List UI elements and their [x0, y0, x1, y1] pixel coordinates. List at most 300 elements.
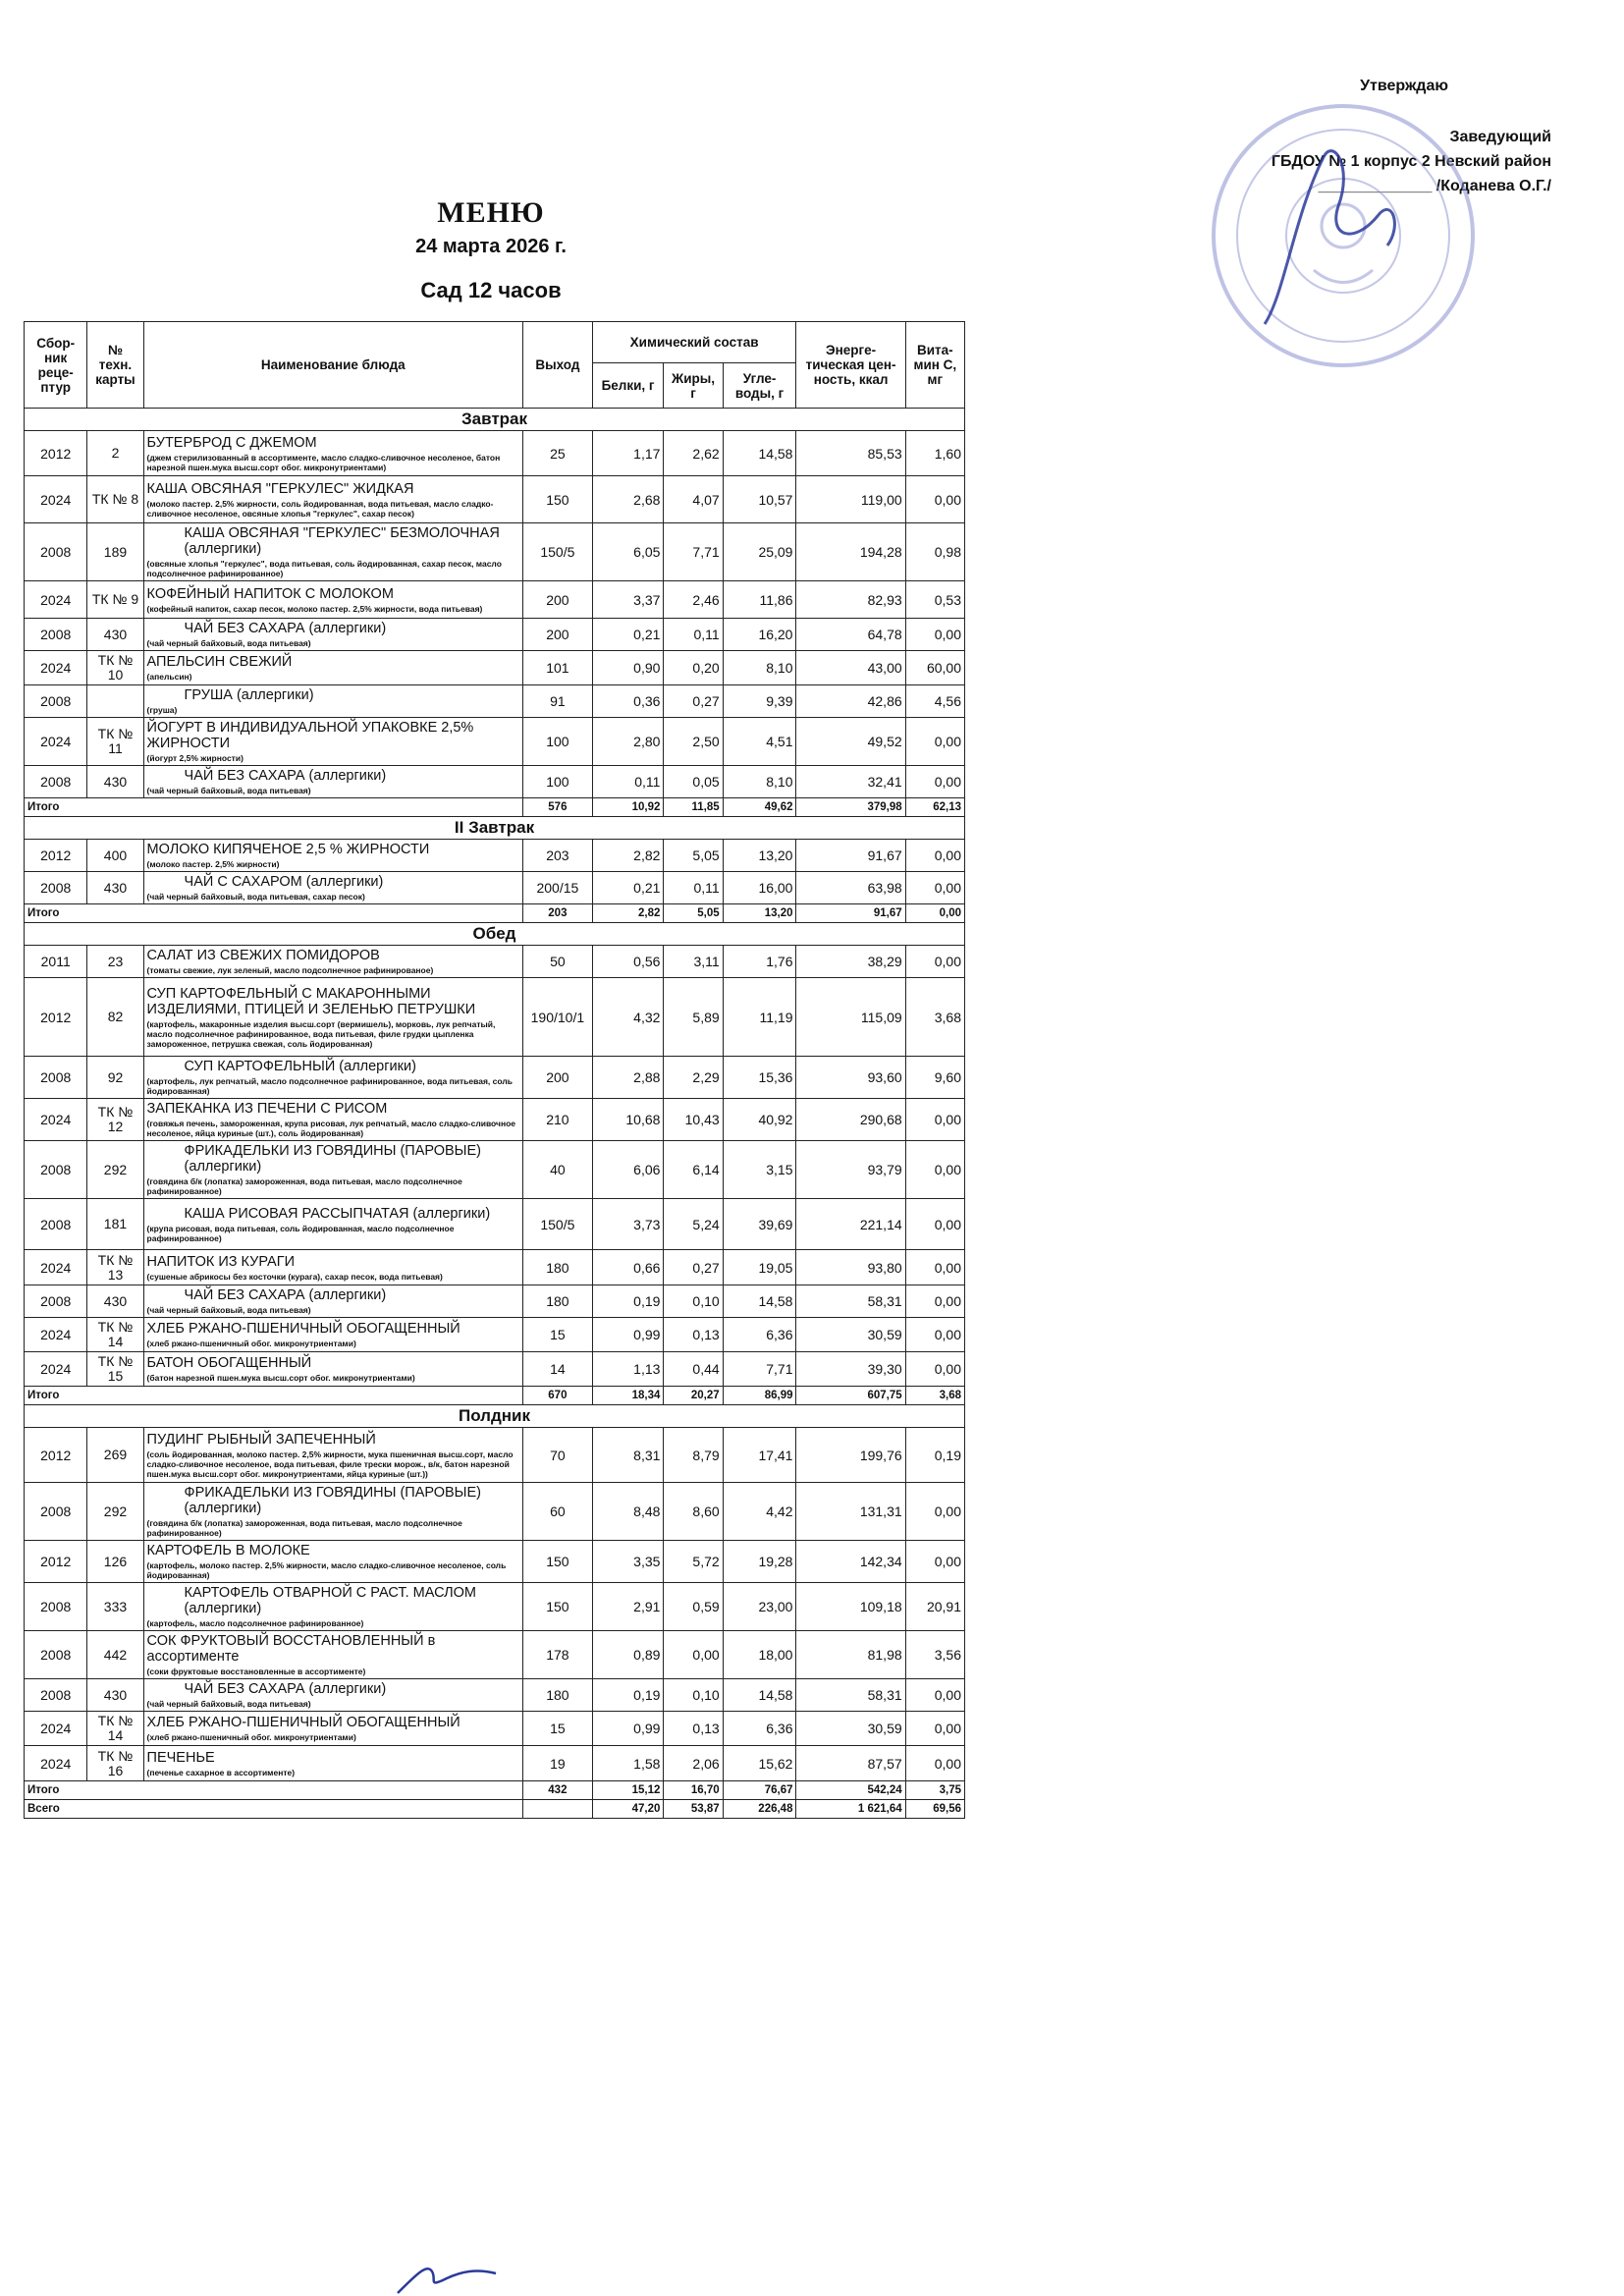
vitamin-c-cell: 0,00 [905, 840, 964, 872]
dish-ingredients: (джем стерилизованный в ассортименте, масло сладко-сливочное несоленое, батон нарезной пшен.мука высш.сорт обог. микронутриентами) [146, 452, 501, 472]
carbs-cell: 15,62 [723, 1746, 796, 1781]
dish-name: КАША РИСОВАЯ РАССЫПЧАТАЯ (аллергики) [184, 1205, 491, 1222]
dish-cell [143, 1141, 523, 1199]
fat-cell: 2,06 [664, 1746, 723, 1781]
carbs-cell: 17,41 [723, 1428, 796, 1483]
total-row [25, 904, 965, 923]
protein-cell: 0,66 [592, 1250, 664, 1285]
output-cell: 50 [523, 946, 593, 978]
carbs-cell: 19,05 [723, 1250, 796, 1285]
energy-cell: 39,30 [796, 1352, 905, 1387]
fat-cell: 2,46 [664, 581, 723, 619]
recipe-collection-cell: 2024 [25, 718, 87, 766]
dish-ingredients: (печенье сахарное в ассортименте) [146, 1767, 296, 1777]
dish-name: ФРИКАДЕЛЬКИ ИЗ ГОВЯДИНЫ (ПАРОВЫЕ) (аллергики) [184, 1485, 482, 1516]
vitamin-c-cell: 0,00 [905, 1352, 964, 1387]
dish-name: ЙОГУРТ В ИНДИВИДУАЛЬНОЙ УПАКОВКЕ 2,5% ЖИРНОСТИ [146, 720, 474, 751]
table-row [25, 651, 965, 685]
recipe-collection-cell: 2008 [25, 1199, 87, 1250]
fat-cell: 2,62 [664, 431, 723, 476]
total-output: 576 [523, 798, 593, 817]
dish-name: КАША ОВСЯНАЯ "ГЕРКУЛЕС" БЕЗМОЛОЧНАЯ (аллергики) [184, 525, 500, 557]
tech-card-cell: 333 [87, 1583, 143, 1631]
output-cell: 70 [523, 1428, 593, 1483]
energy-cell: 119,00 [796, 476, 905, 523]
energy-cell: 290,68 [796, 1099, 905, 1141]
table-row [25, 1199, 965, 1250]
header-output: Выход [523, 322, 593, 409]
output-cell: 200 [523, 581, 593, 619]
output-cell: 200 [523, 1057, 593, 1099]
grand-total-vitamin-c: 69,56 [905, 1800, 964, 1819]
table-row [25, 718, 965, 766]
dish-cell [143, 1285, 523, 1318]
recipe-collection-cell: 2024 [25, 1352, 87, 1387]
header-chemical-composition: Химический состав [592, 322, 796, 363]
carbs-cell: 3,15 [723, 1141, 796, 1199]
dish-cell [143, 1318, 523, 1352]
table-row [25, 1099, 965, 1141]
header-dish-name: Наименование блюда [143, 322, 523, 409]
recipe-collection-cell: 2012 [25, 1541, 87, 1583]
total-carbs: 49,62 [723, 798, 796, 817]
table-row [25, 1057, 965, 1099]
fat-cell: 3,11 [664, 946, 723, 978]
section-title: II Завтрак [25, 817, 965, 840]
dish-ingredients: (кофейный напиток, сахар песок, молоко пастер. 2,5% жирности, вода питьевая) [146, 603, 483, 614]
fat-cell: 0,05 [664, 766, 723, 798]
dish-ingredients: (томаты свежие, лук зеленый, масло подсолнечное рафинированое) [146, 965, 434, 975]
table-row [25, 685, 965, 718]
header-fat: Жиры, г [664, 363, 723, 409]
protein-cell: 2,80 [592, 718, 664, 766]
recipe-collection-cell: 2008 [25, 685, 87, 718]
vitamin-c-cell: 0,00 [905, 946, 964, 978]
dish-name: БУТЕРБРОД С ДЖЕМОМ [146, 434, 317, 451]
fat-cell: 0,00 [664, 1631, 723, 1679]
dish-ingredients: (говяжья печень, замороженная, крупа рисовая, лук репчатый, масло сладко-сливочное несоленое, яйца куриные (шт.), соль йодированная) [146, 1119, 516, 1138]
table-row [25, 978, 965, 1057]
grand-total-row [25, 1800, 965, 1819]
energy-cell: 58,31 [796, 1285, 905, 1318]
protein-cell: 0,19 [592, 1679, 664, 1712]
output-cell: 40 [523, 1141, 593, 1199]
total-row [25, 1781, 965, 1800]
dish-name: ПЕЧЕНЬЕ [146, 1749, 215, 1766]
total-row [25, 798, 965, 817]
table-row [25, 766, 965, 798]
header-tech-card: № техн. карты [87, 322, 143, 409]
recipe-collection-cell: 2008 [25, 1679, 87, 1712]
output-cell: 150/5 [523, 523, 593, 581]
grand-total-fat: 53,87 [664, 1800, 723, 1819]
energy-cell: 49,52 [796, 718, 905, 766]
dish-name: МОЛОКО КИПЯЧЕНОЕ 2,5 % ЖИРНОСТИ [146, 842, 430, 857]
dish-cell [143, 431, 523, 476]
tech-card-cell: ТК № 9 [87, 581, 143, 619]
recipe-collection-cell: 2024 [25, 1099, 87, 1141]
recipe-collection-cell: 2008 [25, 1631, 87, 1679]
total-output: 670 [523, 1387, 593, 1405]
output-cell: 15 [523, 1318, 593, 1352]
dish-cell [143, 619, 523, 651]
header-recipe-collection: Сбор-ник реце-птур [25, 322, 87, 409]
recipe-collection-cell: 2024 [25, 581, 87, 619]
energy-cell: 58,31 [796, 1679, 905, 1712]
dish-cell [143, 1631, 523, 1679]
energy-cell: 131,31 [796, 1483, 905, 1541]
output-cell: 100 [523, 766, 593, 798]
protein-cell: 3,37 [592, 581, 664, 619]
tech-card-cell: 430 [87, 1679, 143, 1712]
energy-cell: 43,00 [796, 651, 905, 685]
recipe-collection-cell: 2008 [25, 1057, 87, 1099]
energy-cell: 85,53 [796, 431, 905, 476]
table-row [25, 1583, 965, 1631]
vitamin-c-cell: 0,00 [905, 1141, 964, 1199]
table-row [25, 1541, 965, 1583]
fat-cell: 5,24 [664, 1199, 723, 1250]
output-cell: 150 [523, 1583, 593, 1631]
dish-cell [143, 1712, 523, 1746]
carbs-cell: 4,42 [723, 1483, 796, 1541]
menu-table-body [25, 409, 965, 1819]
carbs-cell: 25,09 [723, 523, 796, 581]
vitamin-c-cell: 0,00 [905, 476, 964, 523]
grand-total-output [523, 1800, 593, 1819]
vitamin-c-cell: 0,00 [905, 1483, 964, 1541]
dish-cell [143, 718, 523, 766]
protein-cell: 0,36 [592, 685, 664, 718]
carbs-cell: 8,10 [723, 651, 796, 685]
protein-cell: 1,58 [592, 1746, 664, 1781]
carbs-cell: 19,28 [723, 1541, 796, 1583]
dish-name: КАРТОФЕЛЬ В МОЛОКЕ [146, 1543, 310, 1558]
energy-cell: 38,29 [796, 946, 905, 978]
recipe-collection-cell: 2008 [25, 1141, 87, 1199]
dish-name: АПЕЛЬСИН СВЕЖИЙ [146, 654, 293, 670]
carbs-cell: 13,20 [723, 840, 796, 872]
dish-cell [143, 978, 523, 1057]
fat-cell: 5,72 [664, 1541, 723, 1583]
fat-cell: 8,79 [664, 1428, 723, 1483]
tech-card-cell: 400 [87, 840, 143, 872]
output-cell: 14 [523, 1352, 593, 1387]
recipe-collection-cell: 2024 [25, 651, 87, 685]
dish-name: СУП КАРТОФЕЛЬНЫЙ (аллергики) [184, 1059, 416, 1074]
energy-cell: 115,09 [796, 978, 905, 1057]
dish-name: ЧАЙ БЕЗ САХАРА (аллергики) [184, 768, 387, 784]
vitamin-c-cell: 0,00 [905, 619, 964, 651]
total-vitamin-c: 0,00 [905, 904, 964, 923]
dish-ingredients: (соль йодированная, молоко пастер. 2,5% жирности, мука пшеничная высш.сорт, масло сладко-сливочное несоленое, вода питьевая, филе трески морож., в/к, батон нарезной пшен.мука высш.сорт обог. микронутриентами, яйца куриные (шт.)) [146, 1449, 514, 1479]
dish-ingredients: (йогурт 2,5% жирности) [146, 753, 244, 763]
table-row [25, 1318, 965, 1352]
dish-name: БАТОН ОБОГАЩЕННЫЙ [146, 1355, 312, 1371]
protein-cell: 0,99 [592, 1712, 664, 1746]
dish-ingredients: (сушеные абрикосы без косточки (курага), сахар песок, вода питьевая) [146, 1271, 443, 1282]
fat-cell: 0,13 [664, 1712, 723, 1746]
dish-name: САЛАТ ИЗ СВЕЖИХ ПОМИДОРОВ [146, 948, 380, 963]
carbs-cell: 10,57 [723, 476, 796, 523]
recipe-collection-cell: 2012 [25, 840, 87, 872]
vitamin-c-cell: 0,00 [905, 872, 964, 904]
dish-ingredients: (чай черный байховый, вода питьевая) [146, 1699, 311, 1709]
protein-cell: 1,17 [592, 431, 664, 476]
tech-card-cell: 442 [87, 1631, 143, 1679]
fat-cell: 0,44 [664, 1352, 723, 1387]
protein-cell: 0,90 [592, 651, 664, 685]
dish-ingredients: (молоко пастер. 2,5% жирности, соль йодированная, вода питьевая, масло сладко-сливочное несоленое, овсяные хлопья "геркулес", сахар песок) [146, 498, 494, 519]
vitamin-c-cell: 60,00 [905, 651, 964, 685]
output-cell: 200/15 [523, 872, 593, 904]
dish-cell [143, 840, 523, 872]
carbs-cell: 6,36 [723, 1318, 796, 1352]
protein-cell: 10,68 [592, 1099, 664, 1141]
carbs-cell: 11,86 [723, 581, 796, 619]
table-row [25, 872, 965, 904]
vitamin-c-cell: 4,56 [905, 685, 964, 718]
fat-cell: 4,07 [664, 476, 723, 523]
signature-icon [388, 2254, 506, 2296]
dish-cell [143, 1541, 523, 1583]
dish-name: ЧАЙ БЕЗ САХАРА (аллергики) [184, 1681, 387, 1697]
section-header-row [25, 409, 965, 431]
vitamin-c-cell: 0,00 [905, 1541, 964, 1583]
dish-cell [143, 1746, 523, 1781]
vitamin-c-cell: 0,00 [905, 1199, 964, 1250]
total-energy: 607,75 [796, 1387, 905, 1405]
total-output: 203 [523, 904, 593, 923]
header-energy: Энерге-тическая цен-ность, ккал [796, 322, 905, 409]
total-energy: 542,24 [796, 1781, 905, 1800]
fat-cell: 0,10 [664, 1285, 723, 1318]
output-cell: 25 [523, 431, 593, 476]
carbs-cell: 6,36 [723, 1712, 796, 1746]
dish-cell [143, 1099, 523, 1141]
energy-cell: 30,59 [796, 1712, 905, 1746]
dish-cell [143, 1199, 523, 1250]
total-fat: 20,27 [664, 1387, 723, 1405]
total-fat: 11,85 [664, 798, 723, 817]
vitamin-c-cell: 0,00 [905, 1099, 964, 1141]
output-cell: 101 [523, 651, 593, 685]
dish-cell [143, 476, 523, 523]
recipe-collection-cell: 2008 [25, 523, 87, 581]
protein-cell: 1,13 [592, 1352, 664, 1387]
table-row [25, 1352, 965, 1387]
dish-ingredients: (чай черный байховый, вода питьевая, сахар песок) [146, 892, 365, 902]
approval-title: Утверждаю [1360, 78, 1448, 94]
carbs-cell: 4,51 [723, 718, 796, 766]
protein-cell: 8,48 [592, 1483, 664, 1541]
recipe-collection-cell: 2008 [25, 1483, 87, 1541]
carbs-cell: 16,00 [723, 872, 796, 904]
fat-cell: 0,10 [664, 1679, 723, 1712]
protein-cell: 0,21 [592, 619, 664, 651]
fat-cell: 8,60 [664, 1483, 723, 1541]
total-protein: 18,34 [592, 1387, 664, 1405]
table-row [25, 1746, 965, 1781]
tech-card-cell: 82 [87, 978, 143, 1057]
tech-card-cell: 126 [87, 1541, 143, 1583]
menu-table [24, 321, 965, 1819]
dish-cell [143, 1428, 523, 1483]
tech-card-cell: ТК № 11 [87, 718, 143, 766]
protein-cell: 2,91 [592, 1583, 664, 1631]
carbs-cell: 40,92 [723, 1099, 796, 1141]
energy-cell: 81,98 [796, 1631, 905, 1679]
total-carbs: 76,67 [723, 1781, 796, 1800]
dish-name: СУП КАРТОФЕЛЬНЫЙ С МАКАРОННЫМИ ИЗДЕЛИЯМИ, ПТИЦЕЙ И ЗЕЛЕНЬЮ ПЕТРУШКИ [146, 985, 476, 1017]
dish-ingredients: (говядина б/к (лопатка) замороженная, вода питьевая, масло подсолнечное рафинированное) [146, 1518, 462, 1538]
section-title: Обед [25, 923, 965, 946]
tech-card-cell: ТК № 14 [87, 1318, 143, 1352]
output-cell: 180 [523, 1285, 593, 1318]
output-cell: 150/5 [523, 1199, 593, 1250]
table-row [25, 1483, 965, 1541]
protein-cell: 2,68 [592, 476, 664, 523]
table-row [25, 1679, 965, 1712]
dish-cell [143, 581, 523, 619]
approval-organization: ГБДОУ № 1 корпус 2 Невский район [1271, 153, 1551, 170]
total-energy: 91,67 [796, 904, 905, 923]
vitamin-c-cell: 0,00 [905, 1318, 964, 1352]
tech-card-cell: 2 [87, 431, 143, 476]
grand-total-carbs: 226,48 [723, 1800, 796, 1819]
vitamin-c-cell: 3,68 [905, 978, 964, 1057]
dish-cell [143, 685, 523, 718]
grand-total-protein: 47,20 [592, 1800, 664, 1819]
tech-card-cell: 292 [87, 1483, 143, 1541]
tech-card-cell: ТК № 12 [87, 1099, 143, 1141]
dish-ingredients: (чай черный байховый, вода питьевая) [146, 638, 311, 648]
energy-cell: 93,79 [796, 1141, 905, 1199]
dish-name: ЧАЙ С САХАРОМ (аллергики) [184, 874, 384, 890]
table-row [25, 523, 965, 581]
energy-cell: 194,28 [796, 523, 905, 581]
carbs-cell: 23,00 [723, 1583, 796, 1631]
header-vitamin-c: Вита-мин С, мг [905, 322, 964, 409]
tech-card-cell: ТК № 10 [87, 651, 143, 685]
carbs-cell: 14,58 [723, 431, 796, 476]
tech-card-cell: 430 [87, 872, 143, 904]
dish-ingredients: (чай черный байховый, вода питьевая) [146, 786, 311, 795]
dish-ingredients: (картофель, масло подсолнечное рафинированное) [146, 1618, 364, 1628]
dish-name: СОК ФРУКТОВЫЙ ВОССТАНОВЛЕННЫЙ в ассортименте [146, 1633, 436, 1665]
fat-cell: 0,11 [664, 872, 723, 904]
dish-name: ЗАПЕКАНКА ИЗ ПЕЧЕНИ С РИСОМ [146, 1101, 388, 1117]
dish-name: КАША ОВСЯНАЯ "ГЕРКУЛЕС" ЖИДКАЯ [146, 480, 414, 497]
energy-cell: 93,60 [796, 1057, 905, 1099]
protein-cell: 8,31 [592, 1428, 664, 1483]
output-cell: 178 [523, 1631, 593, 1679]
vitamin-c-cell: 0,19 [905, 1428, 964, 1483]
fat-cell: 0,13 [664, 1318, 723, 1352]
protein-cell: 3,35 [592, 1541, 664, 1583]
dish-ingredients: (чай черный байховый, вода питьевая) [146, 1305, 311, 1315]
approval-signature-line: _____________ /Коданева О.Г./ [1318, 178, 1551, 194]
carbs-cell: 9,39 [723, 685, 796, 718]
dish-name: КАРТОФЕЛЬ ОТВАРНОЙ С РАСТ. МАСЛОМ (аллергики) [184, 1585, 476, 1616]
recipe-collection-cell: 2008 [25, 766, 87, 798]
total-carbs: 86,99 [723, 1387, 796, 1405]
dish-name: ФРИКАДЕЛЬКИ ИЗ ГОВЯДИНЫ (ПАРОВЫЕ) (аллергики) [184, 1143, 482, 1175]
protein-cell: 4,32 [592, 978, 664, 1057]
fat-cell: 0,59 [664, 1583, 723, 1631]
section-header-row [25, 923, 965, 946]
table-row [25, 431, 965, 476]
vitamin-c-cell: 0,00 [905, 1712, 964, 1746]
total-carbs: 13,20 [723, 904, 796, 923]
header-carbs: Угле-воды, г [723, 363, 796, 409]
output-cell: 150 [523, 1541, 593, 1583]
menu-date: 24 марта 2026 г. [415, 236, 567, 257]
stamp-icon [1206, 98, 1481, 373]
output-cell: 210 [523, 1099, 593, 1141]
fat-cell: 5,89 [664, 978, 723, 1057]
tech-card-cell: 430 [87, 619, 143, 651]
energy-cell: 42,86 [796, 685, 905, 718]
carbs-cell: 8,10 [723, 766, 796, 798]
fat-cell: 7,71 [664, 523, 723, 581]
menu-group: Сад 12 часов [420, 278, 562, 302]
tech-card-cell: 181 [87, 1199, 143, 1250]
carbs-cell: 15,36 [723, 1057, 796, 1099]
tech-card-cell: ТК № 8 [87, 476, 143, 523]
dish-ingredients: (хлеб ржано-пшеничный обог. микронутриентами) [146, 1339, 356, 1348]
dish-cell [143, 766, 523, 798]
tech-card-cell: 430 [87, 766, 143, 798]
menu-heading [295, 196, 687, 303]
total-protein: 15,12 [592, 1781, 664, 1800]
tech-card-cell [87, 685, 143, 718]
energy-cell: 109,18 [796, 1583, 905, 1631]
protein-cell: 6,05 [592, 523, 664, 581]
total-vitamin-c: 3,75 [905, 1781, 964, 1800]
total-label: Итого [25, 904, 523, 923]
table-row [25, 619, 965, 651]
total-protein: 2,82 [592, 904, 664, 923]
dish-name: ЧАЙ БЕЗ САХАРА (аллергики) [184, 621, 387, 636]
energy-cell: 30,59 [796, 1318, 905, 1352]
fat-cell: 0,11 [664, 619, 723, 651]
recipe-collection-cell: 2012 [25, 978, 87, 1057]
fat-cell: 2,50 [664, 718, 723, 766]
energy-cell: 87,57 [796, 1746, 905, 1781]
dish-name: КОФЕЙНЫЙ НАПИТОК С МОЛОКОМ [146, 585, 394, 602]
dish-cell [143, 651, 523, 685]
fat-cell: 0,27 [664, 685, 723, 718]
protein-cell: 2,88 [592, 1057, 664, 1099]
energy-cell: 32,41 [796, 766, 905, 798]
dish-ingredients: (груша) [146, 705, 178, 715]
carbs-cell: 14,58 [723, 1285, 796, 1318]
fat-cell: 0,27 [664, 1250, 723, 1285]
dish-name: НАПИТОК ИЗ КУРАГИ [146, 1253, 296, 1270]
fat-cell: 2,29 [664, 1057, 723, 1099]
dish-cell [143, 1583, 523, 1631]
total-label: Итого [25, 798, 523, 817]
energy-cell: 64,78 [796, 619, 905, 651]
dish-cell [143, 1679, 523, 1712]
section-title: Полдник [25, 1405, 965, 1428]
energy-cell: 199,76 [796, 1428, 905, 1483]
menu-title: МЕНЮ [437, 196, 545, 229]
output-cell: 15 [523, 1712, 593, 1746]
fat-cell: 6,14 [664, 1141, 723, 1199]
carbs-cell: 1,76 [723, 946, 796, 978]
